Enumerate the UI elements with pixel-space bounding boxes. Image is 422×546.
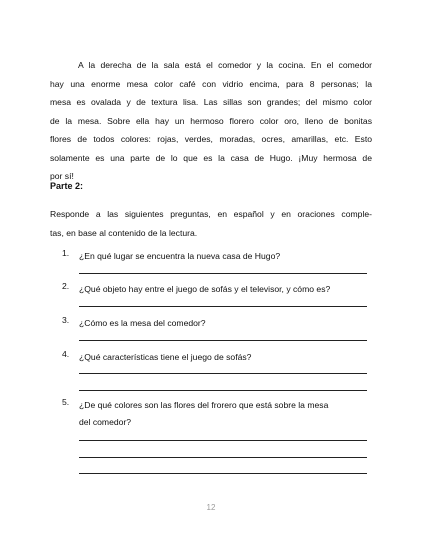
answer-line[interactable] xyxy=(79,390,367,391)
paragraph-line: por sí! xyxy=(50,171,74,181)
paragraph-line: hay una enorme mesa color café con vidrio encima, para 8 personas; la xyxy=(50,78,372,89)
question-text: ¿En qué lugar se encuentra la nueva casa de Hugo? xyxy=(79,251,281,261)
instructions-line: Responde a las siguientes preguntas, en español y en oraciones comple- xyxy=(50,209,372,219)
answer-line[interactable] xyxy=(79,373,367,374)
section-heading: Parte 2: xyxy=(50,181,84,191)
question-text: ¿Qué características tiene el juego de sofás? xyxy=(79,352,252,362)
question-number: 1. xyxy=(62,248,70,258)
reading-paragraph xyxy=(50,56,372,186)
question-number: 4. xyxy=(62,349,70,359)
answer-line[interactable] xyxy=(79,273,367,274)
paragraph-line: mesa es ovalada y de textura lisa. Las sillas son grandes; del mismo color xyxy=(50,97,372,107)
paragraph-line: de la mesa. Sobre ella hay un hermoso florero color oro, lleno de bonitas xyxy=(50,115,372,126)
instructions-line: tas, en base al contenido de la lectura. xyxy=(50,227,198,238)
question-number: 3. xyxy=(62,315,70,325)
answer-line[interactable] xyxy=(79,473,367,474)
question-text: del comedor? xyxy=(79,417,132,427)
paragraph-line: solamente es una parte de lo que es la casa de Hugo. ¡Muy hermosa de xyxy=(50,152,372,163)
paragraph-line: flores de todos colores: rojas, verdes, moradas, ocres, amarillas, etc. Esto xyxy=(50,134,372,144)
question-text: ¿Cómo es la mesa del comedor? xyxy=(79,318,206,328)
question-text: ¿Qué objeto hay entre el juego de sofás y el televisor, y cómo es? xyxy=(79,284,331,294)
page-number: 12 xyxy=(206,503,216,512)
answer-line[interactable] xyxy=(79,457,367,458)
answer-line[interactable] xyxy=(79,306,367,307)
instructions xyxy=(50,205,372,242)
answer-line[interactable] xyxy=(79,340,367,341)
question-number: 2. xyxy=(62,281,70,291)
question-number: 5. xyxy=(62,397,70,407)
question-text: ¿De qué colores son las flores del frorero que está sobre la mesa xyxy=(79,400,329,410)
paragraph-line: A la derecha de la sala está el comedor y la cocina. En el comedor xyxy=(78,60,372,70)
answer-line[interactable] xyxy=(79,440,367,441)
